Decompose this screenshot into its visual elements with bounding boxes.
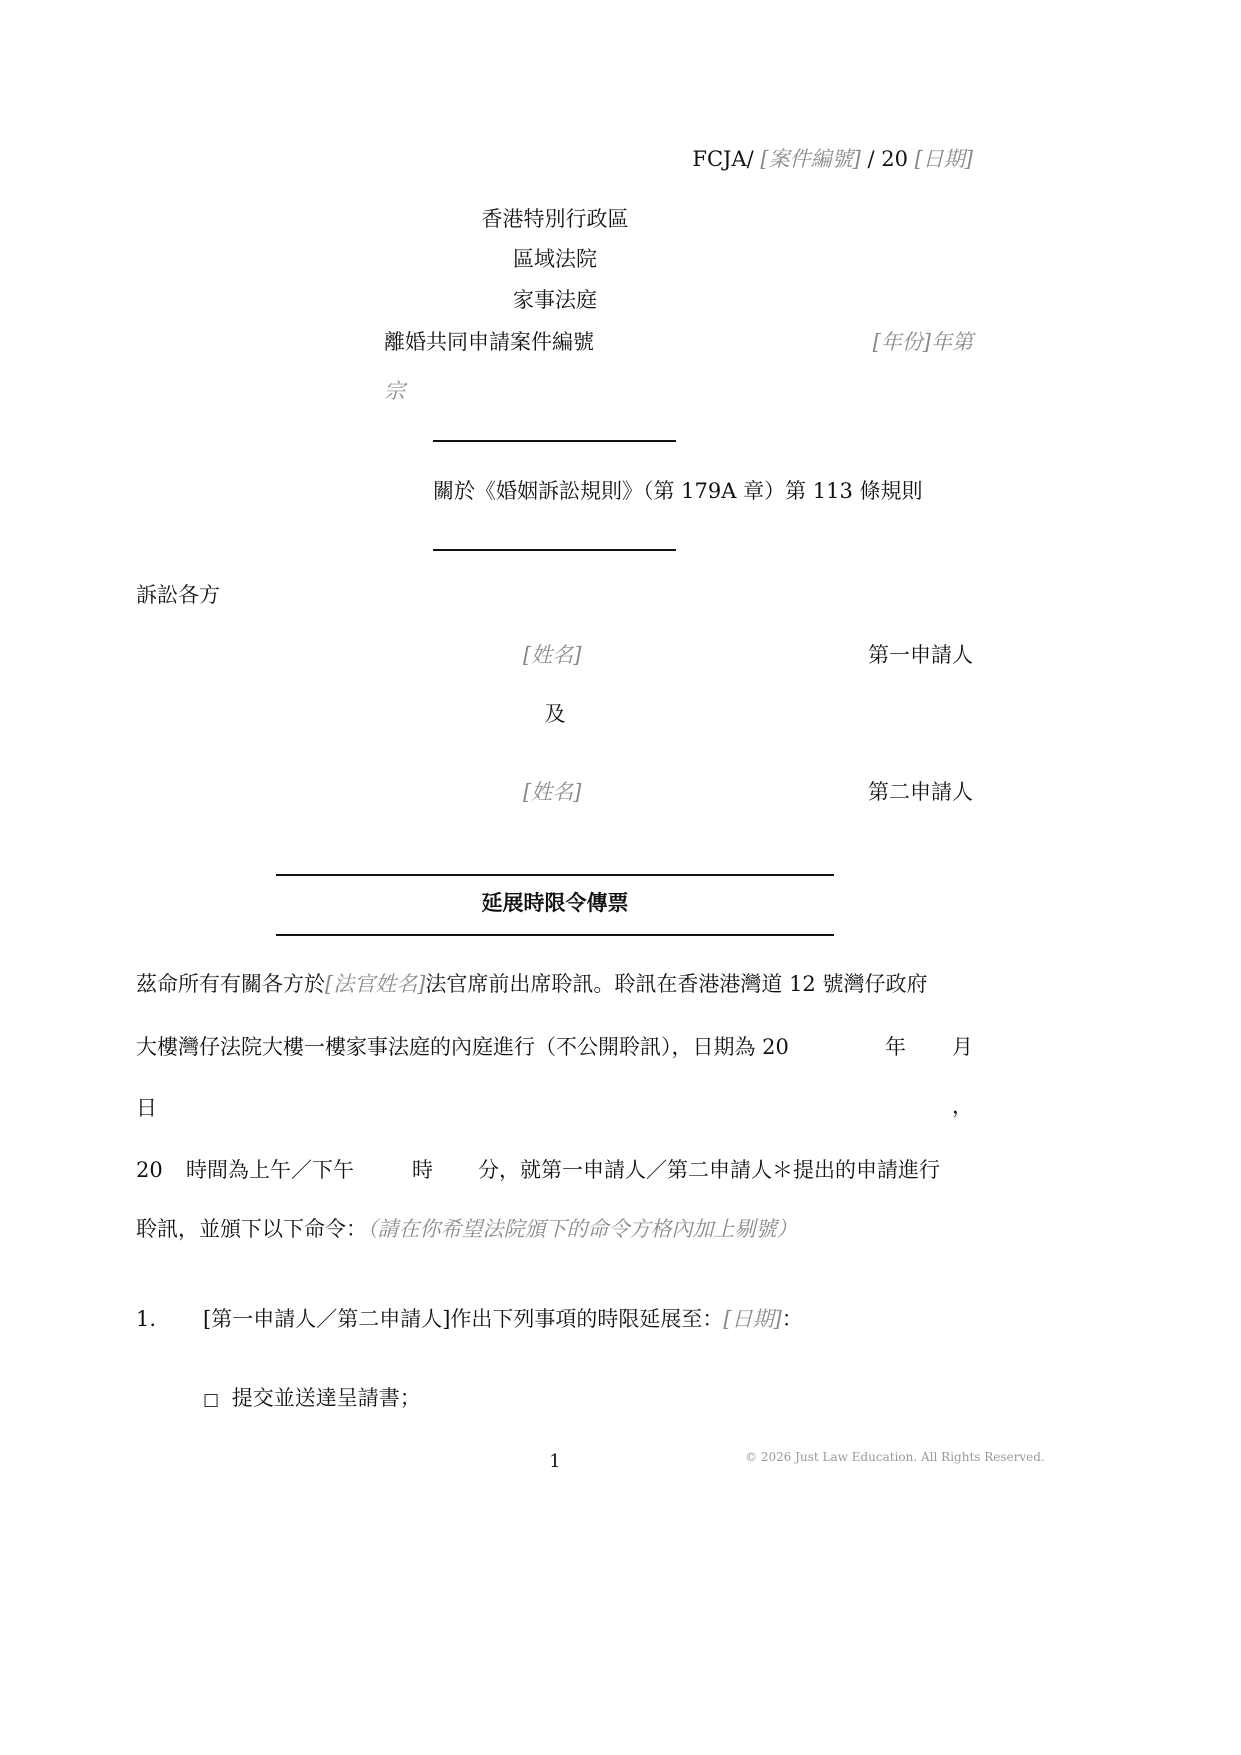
- title-rule-top: [276, 874, 834, 876]
- case-ref-mid: / 20: [860, 147, 915, 171]
- body-line-5: [136, 1216, 798, 1242]
- body-line-1: [136, 971, 927, 997]
- year-suffix: 年第: [931, 330, 973, 354]
- month-label: 月: [952, 1035, 973, 1059]
- case-reference: [692, 146, 973, 172]
- body-text: 茲命所有有關各方於: [136, 972, 325, 996]
- instruction-note: （請在你希望法院頒下的命令方格內加上剔號）: [367, 1217, 798, 1241]
- checkbox-petition[interactable]: [203, 1385, 421, 1413]
- day-label: 日: [136, 1096, 157, 1120]
- divider-top: [433, 440, 676, 442]
- case-zong: 宗: [384, 379, 405, 403]
- time-rest: 分，就第一申請人／第二申請人＊提出的申請進行: [478, 1158, 940, 1182]
- case-ref-prefix: FCJA/: [692, 147, 761, 171]
- court-division: 家事法庭: [513, 288, 597, 312]
- page-number: 1: [549, 1451, 561, 1472]
- time-year-prefix: 20: [136, 1158, 163, 1182]
- and-label: 及: [544, 702, 566, 726]
- case-number-placeholder: [案件編號]: [760, 147, 861, 171]
- document-title: 延展時限令傳票: [481, 890, 629, 915]
- first-applicant-name: [姓名]: [523, 643, 582, 667]
- court-region: 香港特別行政區: [481, 207, 629, 231]
- body-text: 法官席前出席聆訊。聆訊在香港港灣道 12 號灣仔政府: [425, 972, 928, 996]
- case-year: [873, 329, 973, 355]
- checkbox-label: 提交並送達呈請書；: [231, 1386, 421, 1410]
- second-applicant-role: 第二申請人: [868, 780, 973, 804]
- rule-reference: 關於《婚姻訴訟規則》（第 179A 章）第 113 條規則: [433, 479, 923, 503]
- first-applicant-role: 第一申請人: [868, 643, 973, 667]
- item-1-text: [203, 1306, 803, 1332]
- hour-label: 時: [412, 1158, 433, 1182]
- body-line-2: 大樓灣仔法院大樓一樓家事法庭的內庭進行（不公開聆訊），日期為 20: [136, 1035, 789, 1059]
- divider-bottom: [433, 549, 676, 551]
- year-placeholder: [年份]: [872, 330, 931, 354]
- case-label: 離婚共同申請案件編號: [384, 330, 594, 354]
- body-text: 聆訊，並頒下以下命令：: [136, 1217, 367, 1241]
- judge-name-placeholder: [法官姓名]: [325, 972, 426, 996]
- case-date-placeholder: [日期]: [914, 147, 973, 171]
- second-applicant-name: [姓名]: [523, 780, 582, 804]
- title-rule-bottom: [276, 934, 834, 936]
- item-1-number: 1.: [136, 1307, 157, 1331]
- extension-date-placeholder: [日期]: [723, 1307, 782, 1331]
- item-1-label: [第一申請人／第二申請人]作出下列事項的時限延展至：: [203, 1307, 724, 1331]
- colon: ：: [781, 1307, 803, 1331]
- parties-heading: 訴訟各方: [136, 583, 220, 607]
- comma: ，: [952, 1094, 973, 1118]
- court-name: 區域法院: [513, 247, 597, 271]
- year-label: 年: [885, 1035, 906, 1059]
- checkbox-icon[interactable]: □: [203, 1390, 220, 1410]
- time-am-pm-label: 時間為上午／下午: [186, 1158, 354, 1182]
- copyright-notice: © 2026 Just Law Education. All Rights Reserved.: [745, 1450, 1045, 1464]
